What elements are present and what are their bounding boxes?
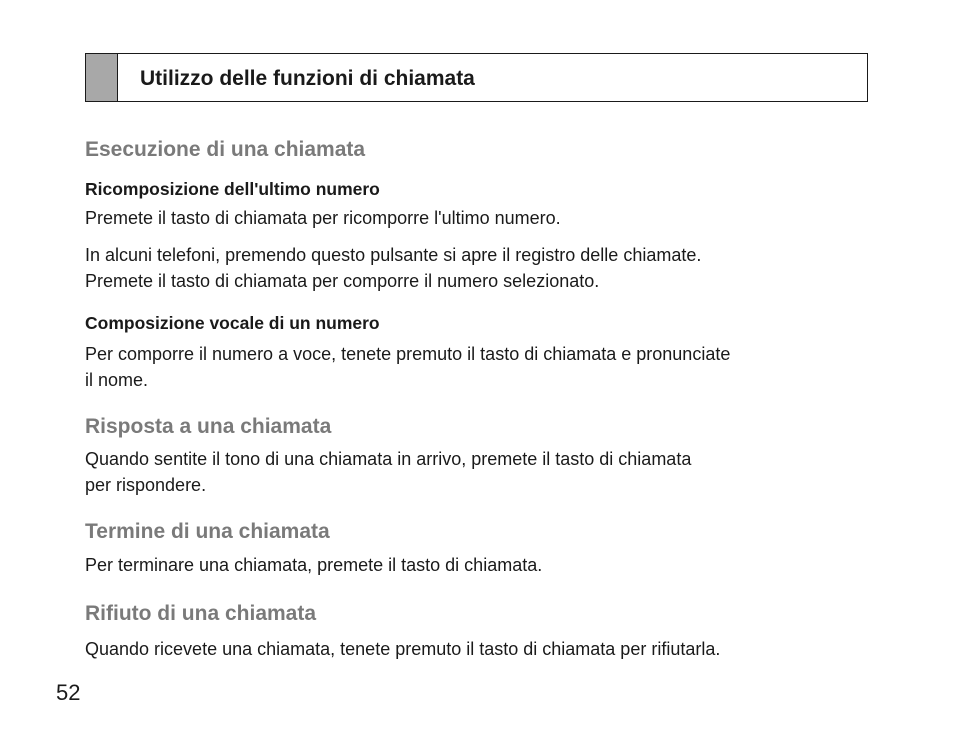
chapter-header <box>85 53 868 102</box>
subsection-title-ricomposizione: Ricomposizione dell'ultimo numero <box>85 179 380 199</box>
paragraph: il nome. <box>85 370 149 390</box>
paragraph: Premete il tasto di chiamata per ricomporre l'ultimo numero. <box>85 208 561 228</box>
paragraph: Quando sentite il tono di una chiamata in arrivo, premete il tasto di chiamata <box>85 449 692 469</box>
page-content <box>85 136 875 662</box>
section-title-termine: Termine di una chiamata <box>85 520 330 543</box>
header-tab-marker <box>86 54 118 101</box>
section-title-rifiuto: Rifiuto di una chiamata <box>85 602 317 625</box>
paragraph: Per terminare una chiamata, premete il tasto di chiamata. <box>85 555 543 575</box>
section-title-esecuzione: Esecuzione di una chiamata <box>85 138 366 161</box>
chapter-title: Utilizzo delle funzioni di chiamata <box>140 67 475 90</box>
paragraph: Quando ricevete una chiamata, tenete premuto il tasto di chiamata per rifiutarla. <box>85 639 721 659</box>
section-title-risposta: Risposta a una chiamata <box>85 415 332 438</box>
paragraph: In alcuni telefoni, premendo questo pulsante si apre il registro delle chiamate. <box>85 245 702 265</box>
paragraph: Per comporre il numero a voce, tenete premuto il tasto di chiamata e pronunciate <box>85 344 731 364</box>
subsection-title-composizione-vocale: Composizione vocale di un numero <box>85 313 380 333</box>
page-number: 52 <box>56 680 81 705</box>
paragraph: per rispondere. <box>85 475 207 495</box>
paragraph: Premete il tasto di chiamata per comporre il numero selezionato. <box>85 271 600 291</box>
